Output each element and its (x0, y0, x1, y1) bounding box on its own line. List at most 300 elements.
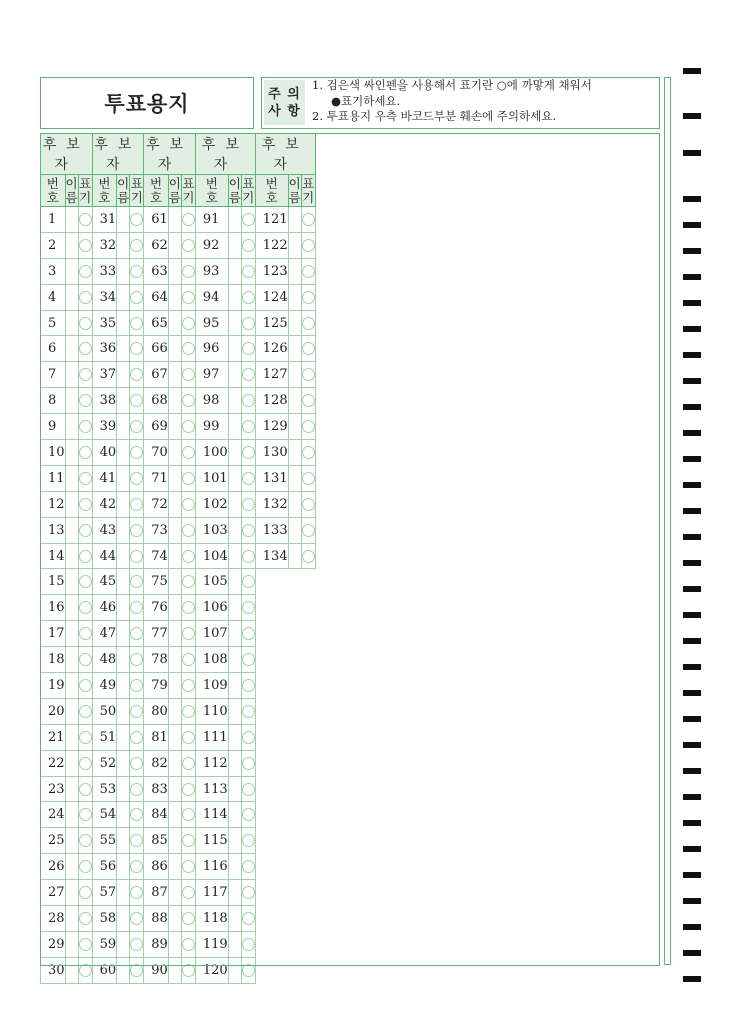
mark-bubble[interactable] (130, 783, 143, 796)
mark-cell[interactable] (301, 491, 315, 517)
mark-bubble[interactable] (79, 472, 92, 485)
mark-cell[interactable] (241, 569, 255, 595)
mark-bubble[interactable] (79, 368, 92, 381)
mark-cell[interactable] (130, 621, 144, 647)
mark-bubble[interactable] (182, 291, 195, 304)
mark-bubble[interactable] (242, 213, 255, 226)
mark-bubble[interactable] (302, 472, 315, 485)
mark-cell[interactable] (78, 517, 92, 543)
mark-bubble[interactable] (182, 550, 195, 563)
mark-cell[interactable] (241, 880, 255, 906)
candidate-name (117, 647, 130, 673)
mark-cell[interactable] (181, 647, 195, 673)
mark-cell[interactable] (241, 310, 255, 336)
mark-cell[interactable] (181, 957, 195, 983)
mark-cell[interactable] (130, 491, 144, 517)
mark-cell[interactable] (78, 595, 92, 621)
mark-bubble[interactable] (79, 886, 92, 899)
mark-bubble[interactable] (130, 342, 143, 355)
mark-bubble[interactable] (79, 757, 92, 770)
mark-bubble[interactable] (242, 446, 255, 459)
table-row (41, 647, 316, 673)
mark-bubble[interactable] (182, 239, 195, 252)
mark-cell[interactable] (241, 258, 255, 284)
mark-bubble[interactable] (302, 394, 315, 407)
mark-cell[interactable] (130, 543, 144, 569)
mark-bubble[interactable] (79, 291, 92, 304)
mark-cell[interactable] (130, 906, 144, 932)
mark-bubble[interactable] (302, 498, 315, 511)
mark-cell[interactable] (181, 517, 195, 543)
mark-bubble[interactable] (79, 731, 92, 744)
mark-bubble[interactable] (79, 601, 92, 614)
mark-cell[interactable] (241, 957, 255, 983)
mark-bubble[interactable] (79, 213, 92, 226)
mark-cell[interactable] (241, 517, 255, 543)
mark-bubble[interactable] (182, 213, 195, 226)
mark-bubble[interactable] (79, 860, 92, 873)
candidate-number: 54 (92, 802, 117, 828)
mark-cell[interactable] (78, 284, 92, 310)
mark-bubble[interactable] (130, 446, 143, 459)
mark-bubble[interactable] (182, 731, 195, 744)
candidate-name (168, 621, 181, 647)
mark-cell[interactable] (181, 621, 195, 647)
mark-cell[interactable] (130, 414, 144, 440)
mark-bubble[interactable] (242, 420, 255, 433)
mark-cell[interactable] (130, 931, 144, 957)
mark-cell[interactable] (78, 258, 92, 284)
mark-cell[interactable] (78, 802, 92, 828)
mark-cell[interactable] (130, 362, 144, 388)
candidate-name (288, 284, 301, 310)
mark-bubble[interactable] (79, 446, 92, 459)
mark-bubble[interactable] (130, 394, 143, 407)
mark-cell[interactable] (130, 828, 144, 854)
mark-cell[interactable] (241, 802, 255, 828)
mark-cell[interactable] (78, 673, 92, 699)
mark-bubble[interactable] (182, 498, 195, 511)
mark-cell[interactable] (241, 854, 255, 880)
mark-cell[interactable] (181, 569, 195, 595)
mark-cell[interactable] (241, 207, 255, 233)
mark-cell[interactable] (241, 621, 255, 647)
mark-bubble[interactable] (182, 265, 195, 278)
mark-bubble[interactable] (302, 420, 315, 433)
mark-cell[interactable] (181, 232, 195, 258)
mark-bubble[interactable] (79, 653, 92, 666)
mark-bubble[interactable] (242, 575, 255, 588)
mark-cell[interactable] (241, 465, 255, 491)
mark-cell[interactable] (301, 543, 315, 569)
mark-bubble[interactable] (302, 446, 315, 459)
mark-cell[interactable] (130, 232, 144, 258)
mark-bubble[interactable] (182, 783, 195, 796)
mark-cell[interactable] (78, 906, 92, 932)
mark-bubble[interactable] (79, 627, 92, 640)
candidate-number: 77 (144, 621, 169, 647)
mark-cell[interactable] (130, 310, 144, 336)
mark-bubble[interactable] (182, 653, 195, 666)
mark-bubble[interactable] (182, 705, 195, 718)
mark-cell[interactable] (301, 440, 315, 466)
mark-cell[interactable] (78, 698, 92, 724)
mark-cell[interactable] (130, 957, 144, 983)
mark-bubble[interactable] (182, 420, 195, 433)
mark-bubble[interactable] (242, 265, 255, 278)
table-row (41, 543, 316, 569)
mark-bubble[interactable] (130, 731, 143, 744)
mark-cell[interactable] (181, 931, 195, 957)
timing-mark (683, 378, 701, 384)
mark-cell[interactable] (181, 491, 195, 517)
mark-bubble[interactable] (130, 524, 143, 537)
mark-cell[interactable] (78, 621, 92, 647)
mark-bubble[interactable] (130, 317, 143, 330)
mark-cell[interactable] (301, 284, 315, 310)
mark-cell[interactable] (241, 647, 255, 673)
mark-bubble[interactable] (242, 653, 255, 666)
mark-cell[interactable] (181, 698, 195, 724)
blank-area (255, 698, 315, 724)
mark-bubble[interactable] (182, 342, 195, 355)
mark-cell[interactable] (181, 802, 195, 828)
table-row (41, 491, 316, 517)
mark-bubble[interactable] (242, 757, 255, 770)
candidate-number: 107 (195, 621, 228, 647)
mark-bubble[interactable] (182, 472, 195, 485)
mark-cell[interactable] (181, 906, 195, 932)
mark-cell[interactable] (181, 440, 195, 466)
mark-cell[interactable] (78, 647, 92, 673)
mark-cell[interactable] (301, 207, 315, 233)
mark-bubble[interactable] (79, 317, 92, 330)
mark-bubble[interactable] (242, 783, 255, 796)
candidate-number: 43 (92, 517, 117, 543)
mark-bubble[interactable] (130, 213, 143, 226)
mark-bubble[interactable] (130, 679, 143, 692)
mark-bubble[interactable] (242, 627, 255, 640)
mark-cell[interactable] (181, 724, 195, 750)
mark-cell[interactable] (181, 414, 195, 440)
mark-cell[interactable] (130, 388, 144, 414)
timing-mark (683, 690, 701, 696)
mark-cell[interactable] (301, 362, 315, 388)
mark-bubble[interactable] (182, 757, 195, 770)
mark-bubble[interactable] (182, 886, 195, 899)
mark-bubble[interactable] (182, 575, 195, 588)
mark-cell[interactable] (130, 336, 144, 362)
mark-cell[interactable] (241, 828, 255, 854)
mark-cell[interactable] (78, 362, 92, 388)
mark-cell[interactable] (301, 388, 315, 414)
mark-bubble[interactable] (182, 394, 195, 407)
mark-cell[interactable] (78, 931, 92, 957)
mark-bubble[interactable] (302, 550, 315, 563)
mark-cell[interactable] (78, 854, 92, 880)
mark-bubble[interactable] (302, 524, 315, 537)
mark-cell[interactable] (301, 258, 315, 284)
mark-bubble[interactable] (79, 550, 92, 563)
mark-bubble[interactable] (130, 265, 143, 278)
mark-bubble[interactable] (130, 239, 143, 252)
mark-bubble[interactable] (130, 860, 143, 873)
mark-cell[interactable] (78, 828, 92, 854)
mark-cell[interactable] (78, 414, 92, 440)
mark-cell[interactable] (241, 336, 255, 362)
mark-cell[interactable] (181, 258, 195, 284)
mark-cell[interactable] (301, 414, 315, 440)
mark-bubble[interactable] (242, 368, 255, 381)
mark-cell[interactable] (241, 724, 255, 750)
mark-cell[interactable] (241, 440, 255, 466)
candidate-number: 55 (92, 828, 117, 854)
mark-cell[interactable] (241, 776, 255, 802)
mark-cell[interactable] (181, 776, 195, 802)
mark-cell[interactable] (241, 931, 255, 957)
mark-bubble[interactable] (182, 834, 195, 847)
mark-bubble[interactable] (242, 317, 255, 330)
mark-cell[interactable] (78, 724, 92, 750)
mark-cell[interactable] (78, 310, 92, 336)
mark-bubble[interactable] (130, 550, 143, 563)
mark-bubble[interactable] (182, 627, 195, 640)
candidate-name (117, 828, 130, 854)
mark-cell[interactable] (181, 207, 195, 233)
mark-cell[interactable] (181, 543, 195, 569)
mark-bubble[interactable] (302, 317, 315, 330)
timing-mark (683, 846, 701, 852)
mark-bubble[interactable] (130, 368, 143, 381)
candidate-number: 46 (92, 595, 117, 621)
mark-bubble[interactable] (130, 886, 143, 899)
mark-bubble[interactable] (182, 808, 195, 821)
mark-bubble[interactable] (302, 291, 315, 304)
candidate-name (65, 802, 78, 828)
candidate-name (168, 724, 181, 750)
table-row (41, 440, 316, 466)
mark-bubble[interactable] (130, 808, 143, 821)
mark-cell[interactable] (130, 440, 144, 466)
mark-bubble[interactable] (242, 291, 255, 304)
mark-bubble[interactable] (242, 808, 255, 821)
mark-bubble[interactable] (182, 446, 195, 459)
mark-cell[interactable] (181, 828, 195, 854)
timing-mark (683, 586, 701, 592)
mark-bubble[interactable] (130, 575, 143, 588)
candidate-number: 2 (41, 232, 66, 258)
mark-bubble[interactable] (79, 705, 92, 718)
mark-bubble[interactable] (242, 938, 255, 951)
mark-cell[interactable] (78, 232, 92, 258)
mark-cell[interactable] (241, 906, 255, 932)
mark-cell[interactable] (241, 698, 255, 724)
mark-cell[interactable] (130, 698, 144, 724)
candidate-name (228, 569, 241, 595)
mark-bubble[interactable] (242, 964, 255, 977)
mark-bubble[interactable] (302, 342, 315, 355)
mark-bubble[interactable] (182, 317, 195, 330)
mark-bubble[interactable] (79, 964, 92, 977)
mark-cell[interactable] (181, 880, 195, 906)
mark-bubble[interactable] (302, 239, 315, 252)
mark-bubble[interactable] (242, 912, 255, 925)
mark-cell[interactable] (241, 543, 255, 569)
mark-cell[interactable] (78, 543, 92, 569)
mark-bubble[interactable] (182, 938, 195, 951)
mark-cell[interactable] (241, 673, 255, 699)
mark-cell[interactable] (181, 362, 195, 388)
mark-cell[interactable] (130, 569, 144, 595)
mark-cell[interactable] (181, 465, 195, 491)
mark-cell[interactable] (241, 362, 255, 388)
mark-bubble[interactable] (182, 964, 195, 977)
mark-cell[interactable] (78, 440, 92, 466)
mark-bubble[interactable] (242, 679, 255, 692)
mark-bubble[interactable] (130, 757, 143, 770)
mark-cell[interactable] (301, 232, 315, 258)
mark-bubble[interactable] (182, 860, 195, 873)
candidate-number: 84 (144, 802, 169, 828)
mark-cell[interactable] (241, 388, 255, 414)
mark-cell[interactable] (181, 284, 195, 310)
mark-cell[interactable] (241, 491, 255, 517)
mark-bubble[interactable] (130, 834, 143, 847)
mark-cell[interactable] (130, 802, 144, 828)
mark-cell[interactable] (130, 647, 144, 673)
mark-cell[interactable] (130, 854, 144, 880)
mark-cell[interactable] (78, 465, 92, 491)
mark-bubble[interactable] (79, 575, 92, 588)
table-row (41, 880, 316, 906)
timing-mark (683, 534, 701, 540)
mark-bubble[interactable] (79, 394, 92, 407)
mark-cell[interactable] (78, 957, 92, 983)
mark-bubble[interactable] (242, 860, 255, 873)
mark-cell[interactable] (78, 750, 92, 776)
mark-bubble[interactable] (182, 368, 195, 381)
mark-cell[interactable] (78, 388, 92, 414)
mark-bubble[interactable] (242, 342, 255, 355)
mark-cell[interactable] (241, 284, 255, 310)
mark-cell[interactable] (301, 310, 315, 336)
mark-bubble[interactable] (79, 912, 92, 925)
mark-bubble[interactable] (182, 524, 195, 537)
mark-cell[interactable] (130, 880, 144, 906)
mark-bubble[interactable] (130, 601, 143, 614)
mark-cell[interactable] (78, 569, 92, 595)
mark-cell[interactable] (130, 750, 144, 776)
mark-bubble[interactable] (130, 291, 143, 304)
mark-cell[interactable] (130, 465, 144, 491)
mark-bubble[interactable] (79, 342, 92, 355)
mark-bubble[interactable] (242, 705, 255, 718)
mark-bubble[interactable] (79, 808, 92, 821)
mark-bubble[interactable] (79, 524, 92, 537)
mark-cell[interactable] (241, 595, 255, 621)
mark-cell[interactable] (301, 336, 315, 362)
candidate-name (168, 750, 181, 776)
mark-bubble[interactable] (79, 498, 92, 511)
mark-bubble[interactable] (130, 705, 143, 718)
mark-bubble[interactable] (130, 653, 143, 666)
mark-cell[interactable] (130, 517, 144, 543)
mark-cell[interactable] (181, 673, 195, 699)
mark-bubble[interactable] (79, 420, 92, 433)
mark-cell[interactable] (130, 673, 144, 699)
mark-cell[interactable] (130, 284, 144, 310)
mark-bubble[interactable] (130, 938, 143, 951)
mark-cell[interactable] (78, 776, 92, 802)
table-row (41, 828, 316, 854)
mark-bubble[interactable] (130, 964, 143, 977)
mark-cell[interactable] (181, 595, 195, 621)
mark-bubble[interactable] (182, 601, 195, 614)
mark-cell[interactable] (241, 414, 255, 440)
mark-bubble[interactable] (242, 524, 255, 537)
mark-cell[interactable] (78, 880, 92, 906)
mark-cell[interactable] (130, 207, 144, 233)
mark-cell[interactable] (130, 724, 144, 750)
mark-cell[interactable] (78, 336, 92, 362)
mark-cell[interactable] (301, 517, 315, 543)
candidate-number: 82 (144, 750, 169, 776)
mark-cell[interactable] (130, 776, 144, 802)
mark-bubble[interactable] (79, 783, 92, 796)
mark-bubble[interactable] (242, 394, 255, 407)
mark-bubble[interactable] (79, 679, 92, 692)
mark-bubble[interactable] (130, 912, 143, 925)
mark-bubble[interactable] (242, 550, 255, 563)
mark-bubble[interactable] (242, 472, 255, 485)
mark-cell[interactable] (130, 595, 144, 621)
mark-bubble[interactable] (79, 265, 92, 278)
mark-bubble[interactable] (242, 886, 255, 899)
mark-bubble[interactable] (182, 912, 195, 925)
mark-cell[interactable] (301, 465, 315, 491)
mark-cell[interactable] (181, 854, 195, 880)
mark-bubble[interactable] (242, 834, 255, 847)
mark-bubble[interactable] (302, 368, 315, 381)
mark-cell[interactable] (130, 258, 144, 284)
mark-bubble[interactable] (242, 498, 255, 511)
mark-bubble[interactable] (302, 213, 315, 226)
mark-bubble[interactable] (79, 239, 92, 252)
mark-bubble[interactable] (79, 938, 92, 951)
mark-bubble[interactable] (130, 420, 143, 433)
mark-cell[interactable] (78, 491, 92, 517)
mark-cell[interactable] (241, 232, 255, 258)
mark-bubble[interactable] (242, 731, 255, 744)
mark-cell[interactable] (241, 750, 255, 776)
mark-bubble[interactable] (242, 239, 255, 252)
mark-cell[interactable] (78, 207, 92, 233)
mark-bubble[interactable] (130, 627, 143, 640)
mark-cell[interactable] (181, 750, 195, 776)
candidate-name (117, 336, 130, 362)
mark-bubble[interactable] (182, 679, 195, 692)
mark-bubble[interactable] (242, 601, 255, 614)
mark-cell[interactable] (181, 336, 195, 362)
mark-cell[interactable] (181, 310, 195, 336)
mark-bubble[interactable] (79, 834, 92, 847)
mark-bubble[interactable] (130, 472, 143, 485)
table-row (41, 724, 316, 750)
mark-bubble[interactable] (130, 498, 143, 511)
mark-bubble[interactable] (302, 265, 315, 278)
col-mark-header: 표 기 (302, 175, 315, 205)
mark-cell[interactable] (181, 388, 195, 414)
